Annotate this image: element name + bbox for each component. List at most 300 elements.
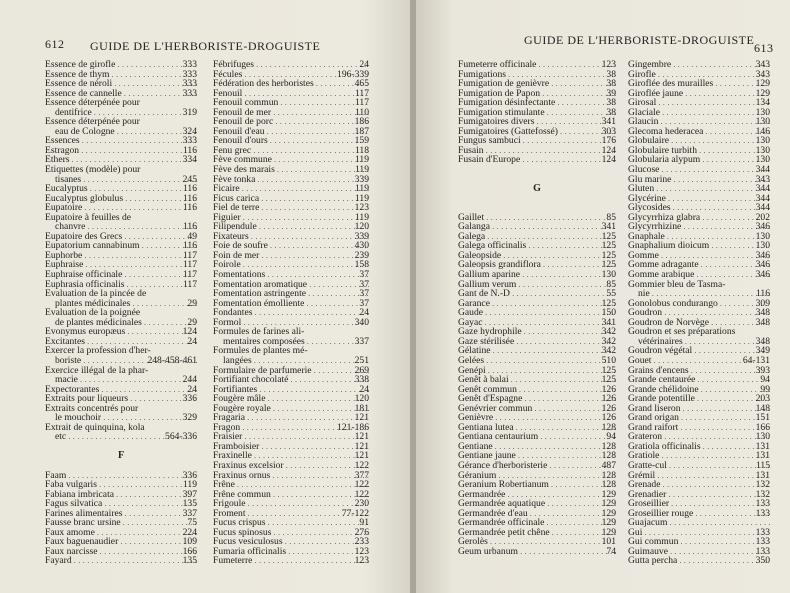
index-entry <box>213 79 369 89</box>
index-entry <box>628 127 770 137</box>
entry-page-ref: 130 <box>601 270 616 280</box>
entry-term: chanvre . . . <box>55 222 197 232</box>
entry-term: Faam . . . <box>45 471 197 481</box>
index-entry <box>213 222 369 232</box>
entry-page-ref: 126 <box>601 403 616 414</box>
entry-page-ref: 333 <box>182 60 197 70</box>
entry-page-ref: 251 <box>354 355 369 366</box>
entry-term: Gonolobus condurango . . . <box>628 299 770 309</box>
index-entry <box>628 442 770 452</box>
index-entry <box>213 490 369 500</box>
entry-page-ref: 245 <box>182 174 197 185</box>
index-entry <box>213 280 369 290</box>
index-entry <box>213 366 369 376</box>
entry-term: Grenadier . . . <box>628 490 770 500</box>
entry-page-ref: 121-186 <box>337 422 369 433</box>
entry-term: Fenouil d'eau . . . <box>213 127 369 137</box>
entry-page-ref: 121 <box>354 451 369 461</box>
entry-term: Genévrier commun . . . <box>458 404 616 414</box>
index-entry <box>45 537 197 547</box>
entry-page-ref: 38 <box>606 79 616 89</box>
entry-page-ref: 341 <box>601 117 616 127</box>
index-entry <box>213 547 369 557</box>
index-entry <box>213 308 369 318</box>
entry-term: Formol . . . <box>213 318 369 328</box>
entry-page-ref: 129 <box>601 489 616 500</box>
entry-page-ref: 133 <box>755 499 770 509</box>
entry-page-ref: 116 <box>182 241 197 251</box>
entry-page-ref: 244 <box>182 375 197 385</box>
index-entry <box>458 89 616 99</box>
entry-page-ref: 124 <box>601 155 616 166</box>
entry-page-ref: 128 <box>601 451 616 461</box>
entry-term: Glecoma hederacea . . . <box>628 127 770 137</box>
entry-page-ref: 125 <box>601 260 616 271</box>
entry-term: Fayard . . . <box>45 556 197 566</box>
index-entry <box>213 509 369 519</box>
entry-page-ref: 122 <box>354 480 369 490</box>
entry-term: Fabiana imbricata . . . <box>45 490 197 500</box>
index-entry <box>45 70 197 80</box>
index-entry <box>458 375 616 385</box>
index-entry <box>458 499 616 509</box>
entry-page-ref: 146 <box>755 126 770 137</box>
index-entry <box>213 346 369 356</box>
entry-term: Fomentations . . . <box>213 270 369 280</box>
entry-term: Gnaphalium dioicum . . . <box>628 241 770 251</box>
entry-page-ref: 151 <box>755 413 770 423</box>
index-entry <box>213 375 369 385</box>
entry-page-ref: 119 <box>354 184 369 194</box>
entry-term: Extrait de quinquina, kola <box>45 422 145 433</box>
entry-term: Fomentation astringente . . . <box>213 289 369 299</box>
entry-term: Globulaire . . . <box>628 136 770 146</box>
entry-page-ref: 337 <box>354 336 369 347</box>
right-running-header: GUIDE DE L'HERBORISTE-DROGUISTE <box>524 33 755 47</box>
entry-term: Fumigation désinfectante . . . <box>458 98 616 108</box>
index-entry <box>45 117 197 127</box>
index-entry <box>213 423 369 433</box>
entry-term: Essence de cannelle . . . <box>45 89 197 99</box>
entry-term: Fumigation de genièvre . . . <box>458 79 616 89</box>
entry-page-ref: 130 <box>755 107 770 118</box>
entry-page-ref: 346 <box>755 222 770 232</box>
entry-term: boriste . . . <box>55 356 197 366</box>
entry-term: Germandrée d'eau . . . <box>458 509 616 519</box>
index-entry <box>628 337 770 347</box>
index-entry <box>45 471 197 481</box>
index-entry <box>45 423 197 433</box>
entry-term: Fenouil d'ours . . . <box>213 136 369 146</box>
index-entry <box>458 232 616 242</box>
blank-line <box>458 194 616 204</box>
index-entry <box>213 260 369 270</box>
index-entry <box>628 547 770 557</box>
index-entry <box>628 518 770 528</box>
index-entry <box>458 155 616 165</box>
entry-page-ref: 336 <box>182 470 197 481</box>
entry-page-ref: 348 <box>755 308 770 318</box>
index-entry <box>458 127 616 137</box>
entry-term: Eucalyptus globulus . . . <box>45 194 197 204</box>
entry-page-ref: 324 <box>182 126 197 137</box>
entry-term: Eupatoire . . . <box>45 203 197 213</box>
entry-page-ref: 333 <box>182 79 197 89</box>
index-entry <box>458 136 616 146</box>
entry-page-ref: 334 <box>182 155 197 166</box>
entry-term: Gui commun . . . <box>628 537 770 547</box>
entry-term: Gelées . . . <box>458 356 616 366</box>
entry-term: Guajacum . . . <box>628 518 770 528</box>
entry-page-ref: 329 <box>182 413 197 423</box>
entry-page-ref: 336 <box>182 394 197 404</box>
entry-term: Fumigation stimulante . . . <box>458 108 616 118</box>
index-entry <box>628 89 770 99</box>
index-entry <box>45 490 197 500</box>
entry-page-ref: 465 <box>354 79 369 89</box>
index-entry <box>458 260 616 270</box>
entry-term: mentaires composées . . . <box>223 337 369 347</box>
entry-page-ref: 115 <box>755 460 770 471</box>
section-letter: F <box>117 450 125 462</box>
entry-page-ref: 124 <box>601 145 616 156</box>
index-entry <box>45 547 197 557</box>
entry-page-ref: 119 <box>354 155 369 166</box>
entry-page-ref: 130 <box>755 117 770 127</box>
index-entry <box>213 184 369 194</box>
index-entry <box>213 241 369 251</box>
index-entry <box>45 346 197 356</box>
entry-term: langées . . . <box>223 356 369 366</box>
entry-page-ref: 248-458-461 <box>147 355 197 366</box>
entry-term: tisanes . . . <box>55 175 197 185</box>
entry-page-ref: 94 <box>760 375 770 385</box>
entry-page-ref: 130 <box>755 231 770 242</box>
entry-page-ref: 125 <box>601 375 616 385</box>
entry-term: Germandrée aquatique . . . <box>458 499 616 509</box>
index-entry <box>45 299 197 309</box>
index-entry <box>628 70 770 80</box>
index-entry <box>45 98 197 108</box>
index-entry <box>45 394 197 404</box>
index-entry <box>213 98 369 108</box>
entry-page-ref: 130 <box>755 136 770 146</box>
entry-page-ref: 150 <box>601 308 616 318</box>
entry-term: Gomme . . . <box>628 251 770 261</box>
entry-page-ref: 121 <box>354 441 369 452</box>
entry-page-ref: 342 <box>601 336 616 347</box>
entry-page-ref: 129 <box>755 88 770 99</box>
index-entry <box>45 89 197 99</box>
entry-term: Goudron végétal . . . <box>628 346 770 356</box>
entry-page-ref: 117 <box>182 279 197 290</box>
index-entry <box>628 318 770 328</box>
index-entry <box>628 499 770 509</box>
entry-page-ref: 38 <box>606 69 616 80</box>
index-entry <box>213 155 369 165</box>
index-entry <box>45 251 197 261</box>
index-entry <box>45 79 197 89</box>
entry-term: Girofle . . . <box>628 70 770 80</box>
entry-term: Glycosides . . . <box>628 203 770 213</box>
entry-page-ref: 333 <box>182 136 197 146</box>
entry-term: Fragaria . . . <box>213 413 369 423</box>
entry-page-ref: 133 <box>755 537 770 547</box>
entry-term: Fortifiantes . . . <box>213 385 369 395</box>
entry-page-ref: 344 <box>755 165 770 175</box>
entry-page-ref: 64-131 <box>742 355 770 366</box>
index-entry <box>458 518 616 528</box>
index-entry <box>45 499 197 509</box>
entry-term: Fraisier . . . <box>213 432 369 442</box>
index-entry <box>458 327 616 337</box>
entry-term: Essences . . . <box>45 136 197 146</box>
entry-term: Glucose . . . <box>628 165 770 175</box>
entry-term: Galeopside . . . <box>458 251 616 261</box>
entry-term: Faba vulgaris . . . <box>45 480 197 490</box>
index-entry <box>458 108 616 118</box>
entry-term: Euphorbe . . . <box>45 251 197 261</box>
entry-term: macie . . . <box>55 375 197 385</box>
index-entry <box>213 299 369 309</box>
entry-page-ref: 148 <box>755 403 770 414</box>
entry-term: Fenu grec . . . <box>213 146 369 156</box>
entry-page-ref: 101 <box>601 537 616 547</box>
entry-term: Figuier . . . <box>213 213 369 223</box>
entry-term: Grand raifort . . . <box>628 423 770 433</box>
entry-page-ref: 339 <box>354 231 369 242</box>
entry-page-ref: 377 <box>354 470 369 481</box>
entry-term: Grand origan . . . <box>628 413 770 423</box>
index-entry <box>213 127 369 137</box>
entry-term: Fumigations . . . <box>458 70 616 80</box>
entry-term: Excitantes . . . <box>45 337 197 347</box>
index-column-2 <box>213 60 369 566</box>
entry-term: Gayac . . . <box>458 318 616 328</box>
entry-page-ref: 116 <box>182 193 197 204</box>
index-entry <box>628 165 770 175</box>
index-entry <box>213 442 369 452</box>
entry-term: Glycérine . . . <box>628 194 770 204</box>
entry-term: plantes médicinales . . . <box>55 299 197 309</box>
entry-term: Fomentation émolliente . . . <box>213 299 369 309</box>
index-entry <box>628 136 770 146</box>
index-entry <box>458 490 616 500</box>
entry-term: Gant de N.-D . . . <box>458 289 616 299</box>
index-entry <box>628 60 770 70</box>
entry-term: Genièvre . . . <box>458 413 616 423</box>
entry-term: Estragon . . . <box>45 146 197 156</box>
entry-page-ref: 117 <box>182 270 197 280</box>
entry-page-ref: 37 <box>359 289 369 299</box>
entry-page-ref: 348 <box>755 336 770 347</box>
entry-term: Gentiana centaurium . . . <box>458 432 616 442</box>
index-entry <box>458 413 616 423</box>
index-column-4 <box>628 60 770 566</box>
entry-page-ref: 276 <box>354 527 369 538</box>
entry-term: Fagus silvatica . . . <box>45 499 197 509</box>
entry-term: Genêt à balai . . . <box>458 375 616 385</box>
entry-page-ref: 135 <box>182 556 197 566</box>
entry-page-ref: 126 <box>601 413 616 423</box>
index-entry <box>458 451 616 461</box>
index-entry <box>45 366 197 376</box>
index-entry <box>213 413 369 423</box>
entry-page-ref: 110 <box>354 107 369 118</box>
entry-term: Globularia alypum . . . <box>628 155 770 165</box>
index-entry <box>45 356 197 366</box>
entry-page-ref: 341 <box>601 317 616 328</box>
index-entry <box>628 203 770 213</box>
index-entry <box>45 203 197 213</box>
entry-page-ref: 130 <box>755 145 770 156</box>
entry-term: Fenouil . . . <box>213 89 369 99</box>
entry-page-ref: 125 <box>601 365 616 376</box>
entry-page-ref: 24 <box>359 384 369 395</box>
entry-page-ref: 29 <box>187 298 197 309</box>
entry-term: Essence déterpénée pour <box>45 117 140 127</box>
entry-page-ref: 158 <box>354 260 369 271</box>
entry-term: Giroflée jaune . . . <box>628 89 770 99</box>
index-entry <box>45 241 197 251</box>
entry-term: Fusain . . . <box>458 146 616 156</box>
index-entry <box>45 337 197 347</box>
index-entry <box>458 423 616 433</box>
index-entry <box>458 442 616 452</box>
index-entry <box>213 251 369 261</box>
entry-term: Fucus crispus . . . <box>213 518 369 528</box>
index-entry <box>458 318 616 328</box>
entry-term: Fausse branc ursine . . . <box>45 518 197 528</box>
entry-page-ref: 186 <box>354 117 369 127</box>
entry-page-ref: 176 <box>601 136 616 146</box>
index-entry <box>458 213 616 223</box>
index-entry <box>628 471 770 481</box>
index-entry <box>213 394 369 404</box>
entry-page-ref: 129 <box>601 527 616 538</box>
entry-page-ref: 116 <box>182 145 197 156</box>
index-entry <box>458 537 616 547</box>
entry-page-ref: 333 <box>182 88 197 99</box>
entry-term: Grande potentille . . . <box>628 394 770 404</box>
entry-term: Gingembre . . . <box>628 60 770 70</box>
index-entry <box>213 108 369 118</box>
entry-page-ref: 38 <box>606 98 616 108</box>
entry-page-ref: 123 <box>354 556 369 566</box>
index-entry <box>628 423 770 433</box>
entry-term: Expectorantes . . . <box>45 385 197 395</box>
entry-page-ref: 121 <box>354 432 369 442</box>
index-entry <box>45 232 197 242</box>
entry-page-ref: 269 <box>354 365 369 376</box>
entry-page-ref: 128 <box>601 422 616 433</box>
entry-page-ref: 430 <box>354 241 369 251</box>
index-entry <box>213 194 369 204</box>
index-entry <box>45 260 197 270</box>
entry-page-ref: 117 <box>182 250 197 261</box>
entry-term: Grande centaurée . . . <box>628 375 770 385</box>
entry-term: Gratte-cul . . . <box>628 461 770 471</box>
entry-term: Guimauve . . . <box>628 547 770 557</box>
index-entry <box>458 394 616 404</box>
entry-term: Faux amome . . . <box>45 528 197 538</box>
index-entry <box>628 490 770 500</box>
index-entry <box>213 60 369 70</box>
entry-term: Fève des marais . . . <box>213 165 369 175</box>
index-entry <box>213 89 369 99</box>
entry-term: Fécules . . . <box>213 70 369 80</box>
index-entry <box>628 451 770 461</box>
entry-page-ref: 342 <box>601 327 616 337</box>
entry-term: Eucalyptus . . . <box>45 184 197 194</box>
index-entry <box>628 375 770 385</box>
entry-page-ref: 85 <box>606 279 616 290</box>
index-entry <box>458 385 616 395</box>
entry-term: Gomme arabique . . . <box>628 270 770 280</box>
entry-page-ref: 130 <box>755 241 770 251</box>
entry-term: Genêt commun . . . <box>458 385 616 395</box>
entry-term: Filipendule . . . <box>213 222 369 232</box>
index-entry <box>458 480 616 490</box>
entry-page-ref: 131 <box>755 470 770 481</box>
entry-term: Extraits concentrés pour <box>45 403 139 414</box>
entry-term: Fenouil commun . . . <box>213 98 369 108</box>
entry-page-ref: 319 <box>182 107 197 118</box>
entry-page-ref: 202 <box>755 212 770 223</box>
entry-term: Ficaire . . . <box>213 184 369 194</box>
entry-term: Gommier bleu de Tasma- <box>628 279 726 290</box>
entry-page-ref: 99 <box>760 384 770 395</box>
entry-page-ref: 135 <box>182 499 197 509</box>
index-entry <box>213 499 369 509</box>
entry-term: Evaluation de la pincée de <box>45 289 147 299</box>
entry-page-ref: 128 <box>601 441 616 452</box>
index-entry <box>628 213 770 223</box>
index-entry <box>45 528 197 538</box>
index-entry <box>628 280 770 290</box>
entry-page-ref: 124 <box>182 327 197 337</box>
index-entry <box>628 98 770 108</box>
entry-term: Formulaire de parfumerie . . . <box>213 366 369 376</box>
entry-term: Formules de plantes mé- <box>213 346 308 356</box>
entry-term: Fumigatoires divers . . . <box>458 117 616 127</box>
entry-term: Exercice illégal de la phar- <box>45 365 149 376</box>
index-entry <box>213 480 369 490</box>
entry-term: Giroflée des murailles . . . <box>628 79 770 89</box>
index-entry <box>628 194 770 204</box>
entry-page-ref: 126 <box>601 394 616 404</box>
index-entry <box>458 79 616 89</box>
entry-term: Germandrée . . . <box>458 490 616 500</box>
index-entry <box>45 165 197 175</box>
entry-page-ref: 119 <box>354 193 369 204</box>
index-entry <box>458 346 616 356</box>
entry-page-ref: 340 <box>354 317 369 328</box>
entry-page-ref: 343 <box>755 60 770 70</box>
index-entry <box>213 451 369 461</box>
index-entry <box>458 528 616 538</box>
entry-term: eau de Cologne . . . <box>55 127 197 137</box>
index-column-1 <box>45 60 197 566</box>
index-entry <box>213 471 369 481</box>
entry-term: Germandrée petit chêne . . . <box>458 528 616 538</box>
entry-term: Farines alimentaires . . . <box>45 509 197 519</box>
index-entry <box>213 136 369 146</box>
entry-term: Fève commune . . . <box>213 155 369 165</box>
entry-page-ref: 116 <box>755 289 770 299</box>
index-entry <box>628 251 770 261</box>
index-entry <box>213 146 369 156</box>
